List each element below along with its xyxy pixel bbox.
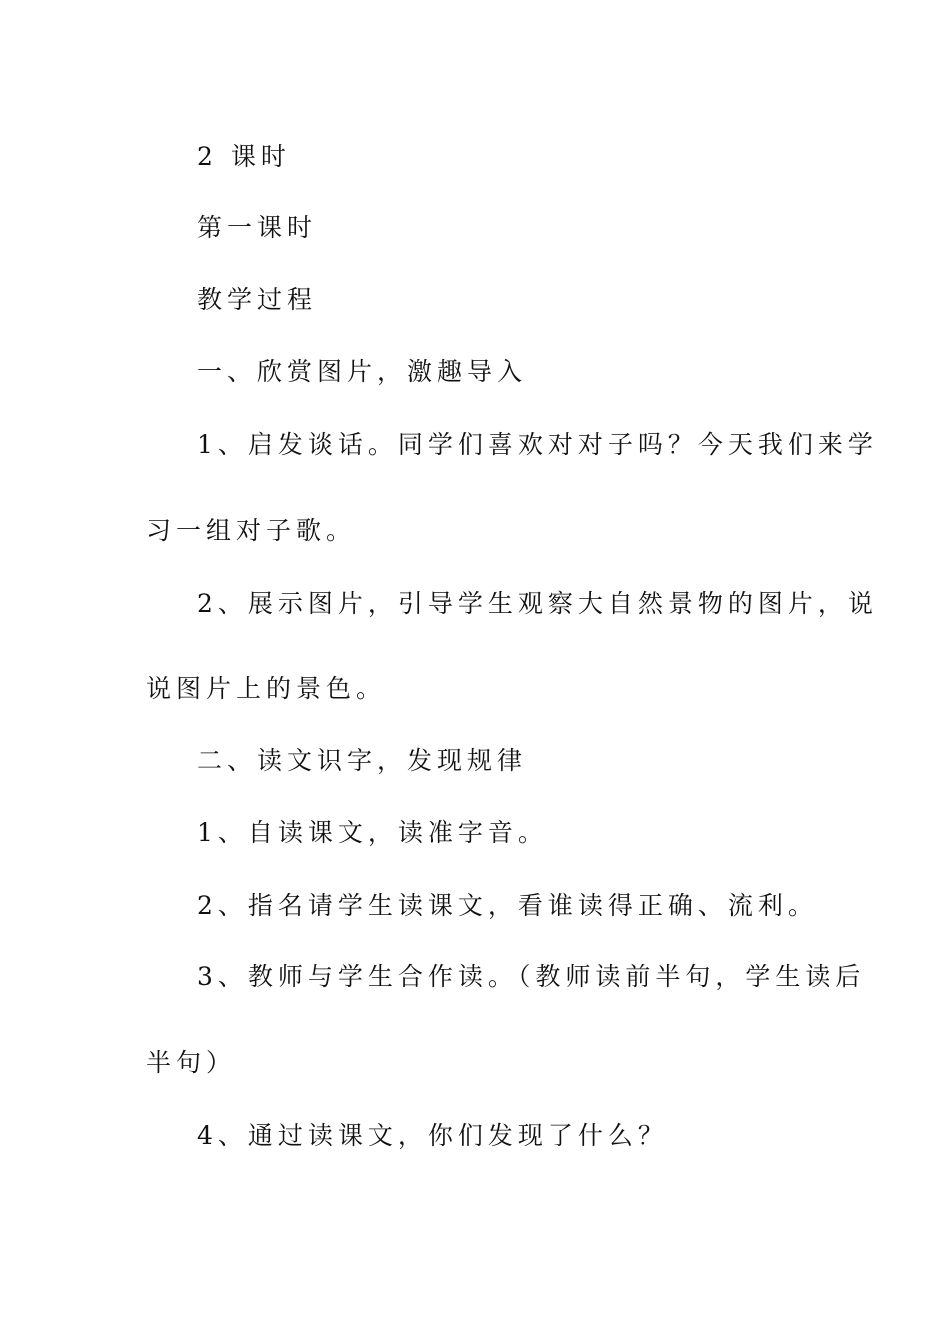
teaching-process-heading: 教学过程 bbox=[197, 285, 318, 314]
class-hours-line: 2 课时 bbox=[197, 142, 291, 171]
paragraph-line: 4、通过读课文，你们发现了什么？ bbox=[197, 1121, 668, 1150]
section-two-heading: 二、读文识字，发现规律 bbox=[197, 746, 528, 775]
paragraph-line: 说图片上的景色。 bbox=[146, 674, 387, 703]
paragraph-line: 习一组对子歌。 bbox=[146, 516, 357, 545]
paragraph-line: 2、展示图片，引导学生观察大自然景物的图片，说 bbox=[197, 589, 878, 618]
section-one-heading: 一、欣赏图片，激趣导入 bbox=[197, 357, 528, 386]
paragraph-line: 1、启发谈话。同学们喜欢对对子吗？今天我们来学 bbox=[197, 430, 878, 459]
lesson-one-heading: 第一课时 bbox=[197, 213, 318, 242]
paragraph-line: 2、指名请学生读课文，看谁读得正确、流利。 bbox=[197, 891, 818, 920]
paragraph-line: 半句） bbox=[146, 1048, 237, 1077]
paragraph-line: 1、自读课文，读准字音。 bbox=[197, 818, 548, 847]
paragraph-line: 3、教师与学生合作读。（教师读前半句，学生读后 bbox=[197, 962, 866, 991]
